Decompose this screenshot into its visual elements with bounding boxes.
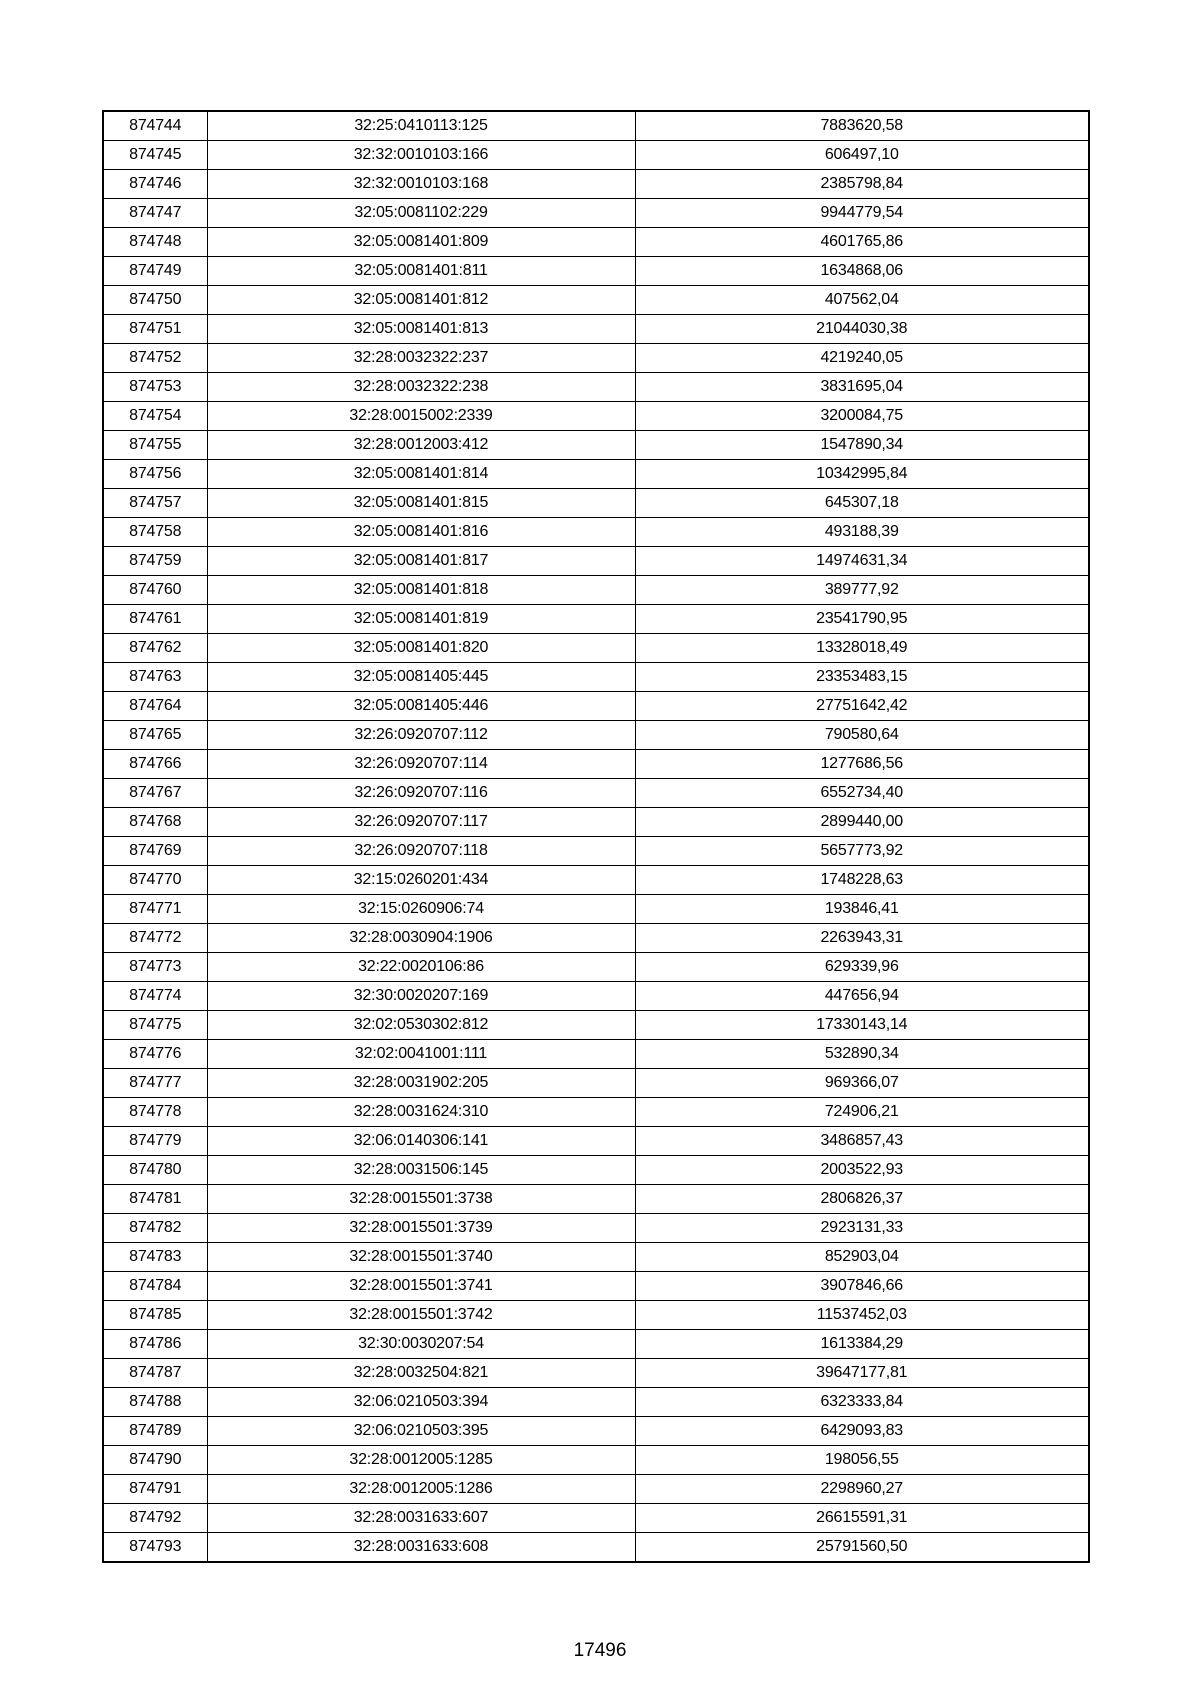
row-number-cell: 874782	[103, 1214, 207, 1243]
table-row	[103, 431, 1089, 460]
row-number-cell: 874791	[103, 1475, 207, 1504]
cadastral-number-cell: 32:28:0032504:821	[207, 1359, 635, 1388]
value-cell: 27751642,42	[635, 692, 1089, 721]
table-row	[103, 1243, 1089, 1272]
row-number-cell: 874780	[103, 1156, 207, 1185]
value-cell: 1634868,06	[635, 257, 1089, 286]
value-cell: 493188,39	[635, 518, 1089, 547]
cadastral-number-cell: 32:05:0081401:814	[207, 460, 635, 489]
cadastral-number-cell: 32:05:0081401:809	[207, 228, 635, 257]
row-number-cell: 874762	[103, 634, 207, 663]
value-cell: 6323333,84	[635, 1388, 1089, 1417]
row-number-cell: 874772	[103, 924, 207, 953]
value-cell: 3200084,75	[635, 402, 1089, 431]
value-cell: 532890,34	[635, 1040, 1089, 1069]
row-number-cell: 874785	[103, 1301, 207, 1330]
cadastral-number-cell: 32:05:0081401:817	[207, 547, 635, 576]
table-row	[103, 750, 1089, 779]
cadastral-number-cell: 32:28:0015501:3742	[207, 1301, 635, 1330]
cadastral-number-cell: 32:05:0081401:820	[207, 634, 635, 663]
row-number-cell: 874779	[103, 1127, 207, 1156]
row-number-cell: 874757	[103, 489, 207, 518]
cadastral-number-cell: 32:28:0031633:607	[207, 1504, 635, 1533]
table-row	[103, 1475, 1089, 1504]
value-cell: 4219240,05	[635, 344, 1089, 373]
page-number: 17496	[573, 1640, 627, 1661]
table-row	[103, 111, 1089, 141]
table-row	[103, 895, 1089, 924]
table-row	[103, 866, 1089, 895]
row-number-cell: 874788	[103, 1388, 207, 1417]
cadastral-number-cell: 32:32:0010103:166	[207, 141, 635, 170]
value-cell: 1277686,56	[635, 750, 1089, 779]
value-cell: 6429093,83	[635, 1417, 1089, 1446]
table-row	[103, 808, 1089, 837]
cadastral-number-cell: 32:30:0020207:169	[207, 982, 635, 1011]
row-number-cell: 874763	[103, 663, 207, 692]
value-cell: 25791560,50	[635, 1533, 1089, 1563]
value-cell: 2923131,33	[635, 1214, 1089, 1243]
value-cell: 3486857,43	[635, 1127, 1089, 1156]
value-cell: 21044030,38	[635, 315, 1089, 344]
row-number-cell: 874760	[103, 576, 207, 605]
row-number-cell: 874790	[103, 1446, 207, 1475]
row-number-cell: 874786	[103, 1330, 207, 1359]
table-row	[103, 1069, 1089, 1098]
value-cell: 645307,18	[635, 489, 1089, 518]
registry-table-body	[103, 111, 1089, 1562]
value-cell: 2806826,37	[635, 1185, 1089, 1214]
table-row	[103, 576, 1089, 605]
row-number-cell: 874768	[103, 808, 207, 837]
cadastral-number-cell: 32:26:0920707:118	[207, 837, 635, 866]
table-row	[103, 1011, 1089, 1040]
cadastral-number-cell: 32:26:0920707:116	[207, 779, 635, 808]
table-row	[103, 1040, 1089, 1069]
cadastral-number-cell: 32:15:0260201:434	[207, 866, 635, 895]
row-number-cell: 874777	[103, 1069, 207, 1098]
value-cell: 23541790,95	[635, 605, 1089, 634]
row-number-cell: 874746	[103, 170, 207, 199]
value-cell: 2263943,31	[635, 924, 1089, 953]
row-number-cell: 874778	[103, 1098, 207, 1127]
table-row	[103, 779, 1089, 808]
row-number-cell: 874747	[103, 199, 207, 228]
table-row	[103, 228, 1089, 257]
table-row	[103, 721, 1089, 750]
value-cell: 389777,92	[635, 576, 1089, 605]
cadastral-number-cell: 32:28:0015501:3740	[207, 1243, 635, 1272]
row-number-cell: 874744	[103, 111, 207, 141]
table-row	[103, 1417, 1089, 1446]
value-cell: 11537452,03	[635, 1301, 1089, 1330]
cadastral-number-cell: 32:02:0530302:812	[207, 1011, 635, 1040]
cadastral-number-cell: 32:28:0032322:238	[207, 373, 635, 402]
cadastral-number-cell: 32:28:0030904:1906	[207, 924, 635, 953]
table-row	[103, 1359, 1089, 1388]
value-cell: 852903,04	[635, 1243, 1089, 1272]
table-row	[103, 141, 1089, 170]
value-cell: 26615591,31	[635, 1504, 1089, 1533]
table-row	[103, 1504, 1089, 1533]
cadastral-number-cell: 32:28:0031506:145	[207, 1156, 635, 1185]
cadastral-number-cell: 32:28:0012003:412	[207, 431, 635, 460]
table-row	[103, 1301, 1089, 1330]
row-number-cell: 874758	[103, 518, 207, 547]
cadastral-number-cell: 32:05:0081405:446	[207, 692, 635, 721]
row-number-cell: 874748	[103, 228, 207, 257]
cadastral-number-cell: 32:28:0012005:1286	[207, 1475, 635, 1504]
value-cell: 3907846,66	[635, 1272, 1089, 1301]
row-number-cell: 874770	[103, 866, 207, 895]
row-number-cell: 874781	[103, 1185, 207, 1214]
table-row	[103, 1533, 1089, 1563]
cadastral-number-cell: 32:25:0410113:125	[207, 111, 635, 141]
value-cell: 39647177,81	[635, 1359, 1089, 1388]
cadastral-number-cell: 32:26:0920707:114	[207, 750, 635, 779]
table-row	[103, 1098, 1089, 1127]
value-cell: 193846,41	[635, 895, 1089, 924]
cadastral-number-cell: 32:05:0081401:812	[207, 286, 635, 315]
row-number-cell: 874764	[103, 692, 207, 721]
value-cell: 447656,94	[635, 982, 1089, 1011]
row-number-cell: 874771	[103, 895, 207, 924]
value-cell: 724906,21	[635, 1098, 1089, 1127]
table-row	[103, 518, 1089, 547]
table-row	[103, 344, 1089, 373]
value-cell: 198056,55	[635, 1446, 1089, 1475]
table-row	[103, 1156, 1089, 1185]
table-row	[103, 402, 1089, 431]
row-number-cell: 874789	[103, 1417, 207, 1446]
cadastral-number-cell: 32:05:0081401:819	[207, 605, 635, 634]
cadastral-number-cell: 32:30:0030207:54	[207, 1330, 635, 1359]
row-number-cell: 874761	[103, 605, 207, 634]
cadastral-number-cell: 32:05:0081405:445	[207, 663, 635, 692]
registry-table	[102, 110, 1090, 1563]
cadastral-number-cell: 32:26:0920707:112	[207, 721, 635, 750]
cadastral-number-cell: 32:32:0010103:168	[207, 170, 635, 199]
table-row	[103, 1214, 1089, 1243]
cadastral-number-cell: 32:22:0020106:86	[207, 953, 635, 982]
cadastral-number-cell: 32:28:0015501:3741	[207, 1272, 635, 1301]
row-number-cell: 874766	[103, 750, 207, 779]
value-cell: 790580,64	[635, 721, 1089, 750]
value-cell: 1613384,29	[635, 1330, 1089, 1359]
value-cell: 6552734,40	[635, 779, 1089, 808]
row-number-cell: 874769	[103, 837, 207, 866]
value-cell: 23353483,15	[635, 663, 1089, 692]
value-cell: 3831695,04	[635, 373, 1089, 402]
table-row	[103, 547, 1089, 576]
row-number-cell: 874767	[103, 779, 207, 808]
value-cell: 4601765,86	[635, 228, 1089, 257]
value-cell: 629339,96	[635, 953, 1089, 982]
row-number-cell: 874774	[103, 982, 207, 1011]
row-number-cell: 874752	[103, 344, 207, 373]
registry-table-container	[102, 110, 1088, 1563]
table-row	[103, 634, 1089, 663]
row-number-cell: 874775	[103, 1011, 207, 1040]
value-cell: 2298960,27	[635, 1475, 1089, 1504]
table-row	[103, 1185, 1089, 1214]
table-row	[103, 489, 1089, 518]
value-cell: 9944779,54	[635, 199, 1089, 228]
table-row	[103, 837, 1089, 866]
table-row	[103, 199, 1089, 228]
value-cell: 606497,10	[635, 141, 1089, 170]
row-number-cell: 874783	[103, 1243, 207, 1272]
value-cell: 7883620,58	[635, 111, 1089, 141]
row-number-cell: 874756	[103, 460, 207, 489]
cadastral-number-cell: 32:28:0031633:608	[207, 1533, 635, 1563]
cadastral-number-cell: 32:05:0081401:816	[207, 518, 635, 547]
value-cell: 14974631,34	[635, 547, 1089, 576]
value-cell: 5657773,92	[635, 837, 1089, 866]
row-number-cell: 874776	[103, 1040, 207, 1069]
table-row	[103, 1272, 1089, 1301]
cadastral-number-cell: 32:28:0015002:2339	[207, 402, 635, 431]
row-number-cell: 874784	[103, 1272, 207, 1301]
cadastral-number-cell: 32:05:0081401:811	[207, 257, 635, 286]
cadastral-number-cell: 32:28:0032322:237	[207, 344, 635, 373]
row-number-cell: 874787	[103, 1359, 207, 1388]
table-row	[103, 257, 1089, 286]
table-row	[103, 286, 1089, 315]
cadastral-number-cell: 32:06:0140306:141	[207, 1127, 635, 1156]
table-row	[103, 982, 1089, 1011]
table-row	[103, 315, 1089, 344]
row-number-cell: 874765	[103, 721, 207, 750]
table-row	[103, 953, 1089, 982]
cadastral-number-cell: 32:28:0015501:3738	[207, 1185, 635, 1214]
cadastral-number-cell: 32:15:0260906:74	[207, 895, 635, 924]
cadastral-number-cell: 32:26:0920707:117	[207, 808, 635, 837]
table-row	[103, 1446, 1089, 1475]
value-cell: 969366,07	[635, 1069, 1089, 1098]
row-number-cell: 874753	[103, 373, 207, 402]
value-cell: 13328018,49	[635, 634, 1089, 663]
cadastral-number-cell: 32:02:0041001:111	[207, 1040, 635, 1069]
value-cell: 2003522,93	[635, 1156, 1089, 1185]
row-number-cell: 874754	[103, 402, 207, 431]
value-cell: 1748228,63	[635, 866, 1089, 895]
value-cell: 1547890,34	[635, 431, 1089, 460]
row-number-cell: 874755	[103, 431, 207, 460]
table-row	[103, 373, 1089, 402]
cadastral-number-cell: 32:05:0081102:229	[207, 199, 635, 228]
value-cell: 2385798,84	[635, 170, 1089, 199]
value-cell: 10342995,84	[635, 460, 1089, 489]
table-row	[103, 460, 1089, 489]
row-number-cell: 874750	[103, 286, 207, 315]
table-row	[103, 170, 1089, 199]
table-row	[103, 1127, 1089, 1156]
row-number-cell: 874745	[103, 141, 207, 170]
cadastral-number-cell: 32:06:0210503:395	[207, 1417, 635, 1446]
row-number-cell: 874773	[103, 953, 207, 982]
row-number-cell: 874749	[103, 257, 207, 286]
row-number-cell: 874793	[103, 1533, 207, 1563]
row-number-cell: 874751	[103, 315, 207, 344]
value-cell: 407562,04	[635, 286, 1089, 315]
value-cell: 17330143,14	[635, 1011, 1089, 1040]
cadastral-number-cell: 32:06:0210503:394	[207, 1388, 635, 1417]
cadastral-number-cell: 32:05:0081401:815	[207, 489, 635, 518]
table-row	[103, 1330, 1089, 1359]
table-row	[103, 1388, 1089, 1417]
table-row	[103, 663, 1089, 692]
cadastral-number-cell: 32:05:0081401:813	[207, 315, 635, 344]
table-row	[103, 605, 1089, 634]
row-number-cell: 874759	[103, 547, 207, 576]
value-cell: 2899440,00	[635, 808, 1089, 837]
row-number-cell: 874792	[103, 1504, 207, 1533]
table-row	[103, 692, 1089, 721]
table-row	[103, 924, 1089, 953]
cadastral-number-cell: 32:05:0081401:818	[207, 576, 635, 605]
cadastral-number-cell: 32:28:0012005:1285	[207, 1446, 635, 1475]
cadastral-number-cell: 32:28:0015501:3739	[207, 1214, 635, 1243]
cadastral-number-cell: 32:28:0031624:310	[207, 1098, 635, 1127]
cadastral-number-cell: 32:28:0031902:205	[207, 1069, 635, 1098]
